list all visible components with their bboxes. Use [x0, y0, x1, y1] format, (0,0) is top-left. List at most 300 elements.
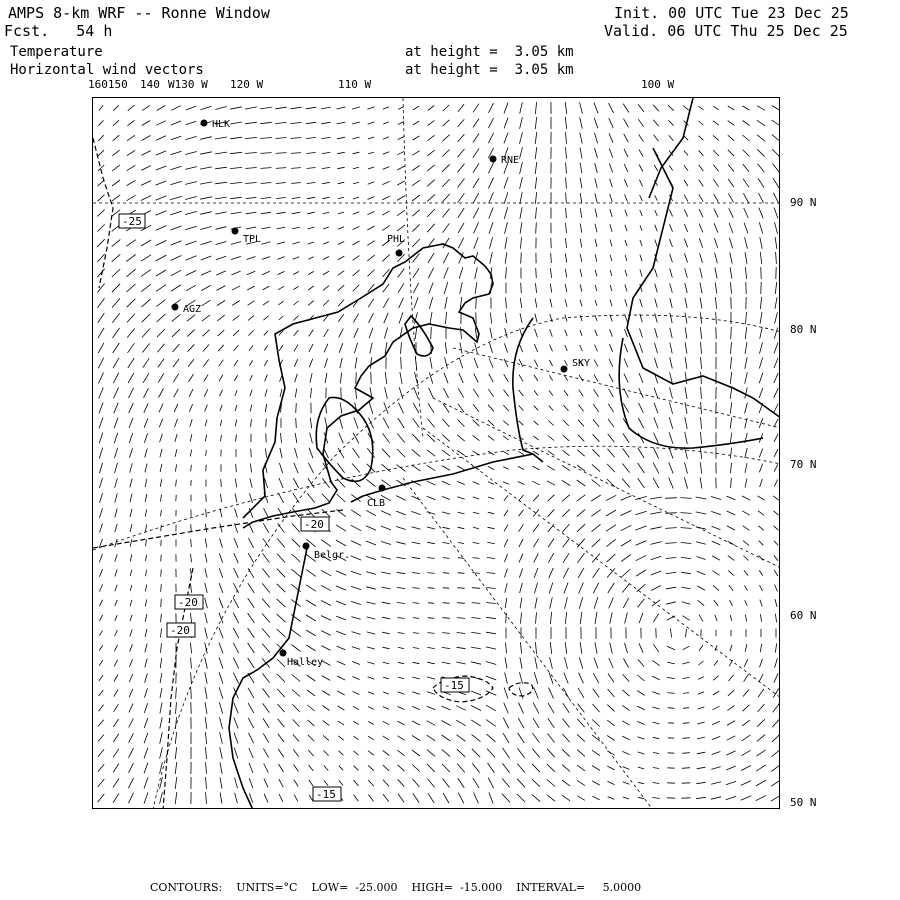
wind-vector: [535, 314, 537, 323]
wind-vector: [381, 557, 391, 560]
wind-vector: [249, 763, 253, 773]
wind-vector: [684, 195, 688, 202]
wind-vector: [519, 524, 524, 531]
wind-vector: [681, 528, 692, 529]
wind-vector: [292, 242, 299, 244]
wind-vector: [145, 629, 147, 637]
wind-vector: [235, 508, 238, 517]
wind-vector: [398, 779, 405, 786]
wind-vector: [205, 702, 207, 714]
wind-vector: [291, 122, 302, 123]
wind-vector: [745, 448, 747, 458]
wind-vector: [412, 195, 420, 201]
wind-vector: [219, 657, 223, 668]
wind-vector: [248, 330, 253, 335]
wind-vector: [670, 328, 672, 338]
wind-vector: [714, 209, 718, 218]
wind-vector: [607, 554, 616, 562]
wind-vector: [367, 241, 374, 246]
wind-vector: [200, 212, 212, 215]
wind-vector: [262, 599, 270, 608]
wind-vector: [323, 750, 328, 755]
wind-vector: [397, 736, 404, 741]
wind-vector: [610, 329, 613, 336]
wind-vector: [277, 599, 286, 607]
wind-vector: [398, 707, 405, 710]
wind-vector: [383, 152, 389, 155]
wind-vector: [398, 765, 405, 771]
wind-vector: [141, 181, 151, 186]
wind-vector: [517, 764, 525, 773]
wind-vector: [505, 313, 507, 323]
wind-vector: [609, 389, 614, 397]
wind-vector: [338, 212, 344, 214]
wind-vector: [325, 373, 327, 383]
wind-vector: [324, 765, 329, 770]
wind-vector: [205, 628, 208, 639]
wind-vector: [99, 615, 102, 621]
wind-vector: [129, 748, 134, 758]
wind-vector: [324, 329, 329, 337]
wind-vector: [367, 255, 374, 261]
wind-vector: [773, 496, 779, 500]
wind-vector: [339, 343, 343, 353]
wind-vector: [610, 209, 612, 217]
wind-vector: [308, 286, 314, 290]
wind-vector: [685, 327, 687, 338]
wind-vector: [697, 767, 706, 769]
wind-vector: [595, 300, 597, 306]
wind-vector: [396, 527, 406, 530]
wind-vector: [412, 434, 420, 442]
wind-vector: [756, 750, 765, 756]
wind-vector: [220, 762, 222, 773]
wind-vector: [713, 121, 719, 125]
wind-vector: [220, 494, 221, 502]
wind-vector: [368, 692, 374, 695]
wind-vector: [324, 781, 328, 786]
wind-vector: [279, 478, 283, 488]
wind-vector: [352, 632, 361, 635]
wind-vector: [126, 240, 136, 247]
wind-vector: [536, 612, 537, 623]
wind-vector: [731, 463, 732, 473]
wind-vector: [622, 479, 630, 488]
wind-vector: [130, 463, 133, 472]
wind-vector: [219, 598, 223, 608]
wind-vector: [606, 539, 615, 546]
wind-vector: [114, 403, 118, 414]
wind-vector: [534, 568, 538, 578]
wind-vector: [427, 750, 435, 757]
wind-vector: [743, 193, 748, 202]
wind-vector: [728, 135, 734, 141]
wind-vector: [712, 752, 721, 755]
wind-vector: [472, 573, 480, 574]
wind-vector: [519, 390, 524, 396]
wind-vector: [520, 177, 523, 189]
wind-vector: [412, 449, 420, 456]
wind-vector: [218, 345, 224, 351]
wind-vector: [291, 138, 301, 139]
wind-vector: [473, 193, 479, 203]
wind-vector: [130, 644, 133, 651]
wind-vector: [353, 226, 360, 229]
wind-vector: [412, 706, 420, 709]
wind-vector: [773, 704, 780, 713]
wind-vector: [562, 765, 570, 772]
wind-vector: [145, 659, 147, 668]
wind-vector: [368, 721, 373, 724]
wind-vector: [200, 182, 212, 184]
wind-vector: [697, 586, 705, 590]
wind-vector: [532, 779, 540, 787]
wind-vector: [565, 253, 566, 262]
wind-vector: [577, 765, 585, 771]
wind-vector: [502, 779, 510, 788]
wind-vector: [160, 762, 163, 773]
wind-vector: [652, 692, 660, 695]
wind-vector: [610, 285, 612, 291]
wind-vector: [517, 748, 524, 758]
wind-vector: [414, 388, 418, 399]
wind-vector: [458, 558, 464, 559]
wind-vector: [310, 433, 313, 444]
wind-vector: [185, 167, 197, 170]
wind-vector: [653, 448, 658, 459]
wind-vector: [745, 403, 748, 414]
wind-vector: [533, 466, 540, 470]
wind-vector: [562, 495, 570, 502]
wind-vector: [126, 195, 135, 201]
wind-vector: [458, 223, 464, 233]
wind-vector: [248, 643, 255, 653]
wind-vector: [562, 795, 570, 801]
wind-vector: [743, 164, 749, 172]
wind-vector: [685, 283, 687, 293]
wind-vector: [173, 374, 178, 382]
wind-vector: [339, 433, 344, 444]
wind-vector: [684, 151, 688, 156]
wind-vector: [566, 208, 567, 218]
wind-vector: [265, 404, 266, 412]
wind-vector: [145, 644, 147, 653]
wind-vector: [608, 689, 615, 697]
wind-vector: [534, 583, 537, 594]
high-label: HIGH= -15.000: [411, 881, 503, 894]
wind-vector: [156, 270, 166, 276]
wind-vector: [549, 360, 552, 366]
wind-vector: [190, 434, 192, 441]
wind-vector: [699, 136, 704, 141]
wind-vector: [758, 704, 765, 712]
wind-vector: [655, 328, 658, 338]
wind-vector: [607, 449, 614, 457]
wind-vector: [248, 316, 254, 321]
wind-vector: [625, 194, 628, 201]
wind-vector: [579, 390, 584, 397]
wind-vector: [321, 585, 331, 590]
wind-vector: [771, 765, 780, 772]
wind-vector: [323, 720, 330, 725]
wind-vector: [306, 600, 316, 606]
lat-label: 80 N: [790, 323, 817, 336]
wind-vector: [518, 451, 523, 454]
wind-vector: [756, 765, 766, 771]
map-title: AMPS 8-km WRF -- Ronne Window: [8, 4, 270, 22]
wind-vector: [144, 718, 148, 728]
wind-vector: [668, 708, 675, 709]
wind-vector: [369, 418, 374, 429]
wind-vector: [173, 344, 180, 352]
wind-vector: [429, 372, 433, 383]
wind-vector: [156, 240, 167, 245]
wind-vector: [519, 510, 524, 517]
wind-vector: [489, 792, 493, 803]
wind-vector: [746, 312, 747, 324]
wind-vector: [398, 794, 404, 802]
wind-vector: [519, 405, 524, 410]
wind-vector: [519, 539, 523, 547]
wind-vector: [580, 345, 583, 351]
wind-vector: [655, 240, 658, 247]
wind-vector: [458, 119, 465, 127]
wind-vector: [220, 420, 221, 426]
wind-vector: [129, 689, 133, 697]
wind-vector: [667, 662, 675, 664]
wind-vector: [535, 192, 536, 204]
wind-vector: [294, 330, 299, 336]
wind-vector: [534, 672, 538, 683]
wind-vector: [277, 227, 286, 229]
wind-vector: [98, 749, 104, 756]
wind-vector: [624, 119, 629, 128]
wind-vector: [113, 749, 119, 757]
wind-vector: [144, 418, 148, 427]
wind-vector: [655, 299, 658, 308]
wind-vector: [474, 237, 478, 248]
wind-vector: [745, 615, 746, 622]
wind-vector: [160, 658, 161, 668]
wind-vector: [728, 150, 734, 156]
wind-vector: [114, 675, 118, 682]
wind-vector: [321, 570, 331, 576]
wind-vector: [221, 435, 222, 441]
wind-vector: [366, 556, 376, 559]
wind-vector: [624, 164, 628, 172]
wind-vector: [160, 718, 162, 729]
wind-vector: [650, 512, 662, 514]
wind-vector: [100, 508, 103, 518]
wind-vector: [428, 793, 434, 803]
wind-vector: [353, 285, 360, 292]
wind-vector: [757, 120, 765, 125]
wind-vector: [161, 525, 162, 531]
wind-vector: [759, 541, 764, 546]
wind-vector: [338, 721, 344, 725]
wind-vector: [413, 283, 418, 293]
wind-vector: [338, 736, 343, 740]
wind-vector: [595, 254, 597, 261]
wind-vector: [412, 557, 420, 558]
wind-vector: [308, 257, 314, 260]
wind-vector: [99, 600, 102, 607]
wind-vector: [368, 780, 374, 786]
wind-vector: [488, 466, 494, 469]
wind-vector: [401, 342, 402, 354]
wind-vector: [201, 241, 212, 244]
wind-vector: [130, 630, 132, 637]
wind-vector: [397, 181, 405, 185]
wind-vector: [473, 389, 478, 397]
wind-vector: [115, 630, 118, 636]
wind-vector: [247, 286, 255, 290]
wind-vector: [260, 153, 271, 154]
wind-vector: [368, 677, 375, 679]
wind-vector: [442, 450, 450, 456]
wind-vector: [639, 373, 643, 383]
wind-vector: [520, 207, 522, 219]
wind-vector: [353, 256, 360, 261]
wind-vector: [580, 163, 582, 174]
wind-vector: [625, 270, 627, 276]
wind-vector: [340, 358, 342, 368]
wind-vector: [98, 343, 104, 353]
wind-vector: [760, 312, 762, 324]
wind-vector: [115, 524, 117, 532]
wind-vector: [127, 299, 136, 307]
wind-vector: [205, 672, 207, 683]
wind-vector: [322, 676, 330, 681]
wind-vector: [427, 180, 435, 187]
wind-vector: [744, 223, 748, 234]
wind-vector: [549, 568, 554, 578]
wind-vector: [185, 182, 197, 185]
wind-vector: [504, 688, 508, 699]
wind-vector: [682, 768, 690, 769]
wind-vector: [607, 720, 615, 726]
wind-vector: [550, 268, 551, 278]
wind-vector: [322, 152, 331, 153]
wind-vector: [367, 647, 375, 649]
wind-vector: [99, 630, 102, 635]
wind-vector: [775, 297, 777, 309]
wind-vector: [206, 450, 207, 456]
wind-vector: [413, 779, 420, 787]
wind-vector: [114, 418, 118, 429]
wind-vector: [489, 237, 492, 248]
wind-vector: [566, 193, 567, 204]
wind-vector: [157, 329, 165, 337]
wind-vector: [234, 568, 239, 578]
wind-vector: [535, 177, 536, 189]
wind-vector: [565, 360, 568, 365]
wind-vector: [563, 420, 569, 426]
wind-vector: [233, 315, 240, 320]
wind-vector: [383, 736, 389, 740]
wind-vector: [520, 298, 521, 308]
wind-vector: [550, 657, 553, 669]
wind-vector: [549, 375, 552, 380]
wind-vector: [233, 583, 238, 593]
wind-vector: [382, 617, 390, 619]
wind-vector: [625, 255, 627, 261]
wind-vector: [383, 137, 389, 139]
wind-vector: [551, 253, 552, 263]
wind-vector: [293, 734, 299, 741]
wind-vector: [412, 527, 421, 529]
wind-vector: [550, 299, 552, 308]
wind-vector: [475, 343, 478, 354]
wind-vector: [580, 178, 582, 188]
wind-vector: [322, 706, 329, 711]
wind-vector: [670, 239, 673, 247]
wind-vector: [565, 102, 567, 114]
wind-vector: [156, 196, 167, 200]
wind-vector: [442, 749, 450, 756]
wind-vector: [535, 298, 537, 307]
wind-vector: [639, 388, 643, 398]
wind-vector: [205, 732, 206, 744]
wind-vector: [279, 794, 283, 802]
wind-vector: [337, 646, 346, 650]
wind-vector: [488, 118, 493, 128]
wind-vector: [458, 793, 464, 804]
wind-vector: [697, 571, 706, 574]
wind-vector: [295, 433, 297, 443]
wind-vector: [413, 403, 419, 413]
wind-vector: [161, 584, 162, 592]
wind-vector: [442, 466, 450, 471]
wind-vector: [99, 120, 104, 125]
wind-vector: [367, 107, 374, 109]
wind-vector: [219, 687, 223, 698]
wind-vector: [566, 147, 567, 158]
wind-vector: [216, 271, 226, 275]
wind-vector: [609, 118, 613, 128]
wind-vector: [383, 707, 389, 710]
wind-vector: [234, 375, 237, 381]
wind-vector: [250, 478, 252, 487]
wind-vector: [504, 510, 508, 516]
wind-vector: [430, 357, 432, 369]
wind-vector: [353, 448, 360, 458]
wind-vector: [307, 690, 315, 696]
wind-vector: [336, 525, 346, 531]
wind-vector: [562, 480, 570, 485]
wind-vector: [639, 180, 642, 187]
wind-vector: [743, 179, 749, 188]
wind-vector: [275, 107, 286, 109]
wind-vector: [431, 327, 432, 339]
wind-vector: [443, 223, 450, 232]
wind-vector: [519, 359, 523, 367]
wind-vector: [215, 107, 226, 110]
wind-vector: [145, 509, 146, 516]
wind-vector: [550, 612, 551, 624]
wind-vector: [759, 358, 762, 369]
wind-vector: [697, 752, 705, 754]
wind-vector: [774, 464, 778, 471]
wind-vector: [278, 749, 284, 757]
wind-vector: [519, 568, 522, 577]
wind-vector: [608, 404, 613, 412]
wind-vector: [383, 780, 389, 787]
wind-vector: [397, 196, 405, 201]
wind-vector: [141, 240, 151, 246]
wind-vector: [773, 164, 780, 173]
wind-vector: [325, 418, 327, 429]
